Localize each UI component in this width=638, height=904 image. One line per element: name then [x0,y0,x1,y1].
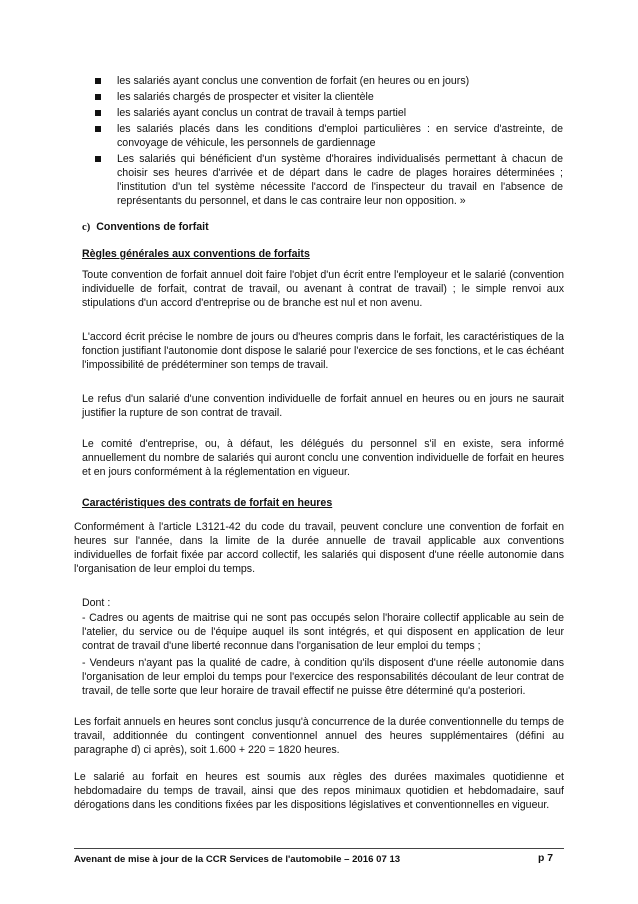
section-title: Conventions de forfait [96,221,209,233]
caracteristiques-paragraph-2: Les forfait annuels en heures sont conclus jusqu'à concurrence de la durée conventionnelle du temps de travail, additionnée du contingent conventionnel annuel des heures supplémentaires (défini au paragraphe d) ci après), soit 1.600 + 220 = 1820 heures. [74,716,564,756]
bullet-text: les salariés placés dans les conditions d'emploi particulières : en service d'astreinte, de convoyage de véhicule, les personnels de gardiennage [117,123,563,149]
list-item [95,74,563,88]
section-heading-c [82,220,209,235]
dont-item-2: - Vendeurs n'ayant pas la qualité de cadre, à condition qu'ils disposent d'une réelle autonomie dans l'organisation de leur emploi du temps pour l'exercice des responsabilités découlant de leur contrat de travail, de telle sorte que leur horaire de travail effectif ne puisse être déterminé qu'a posteriori. [82,657,564,697]
section-index: c) [82,222,91,233]
list-item [95,90,563,104]
regles-paragraph-1: Toute convention de forfait annuel doit faire l'objet d'un écrit entre l'employeur et le salarié (convention individuelle de forfait, contrat de travail, ou avenant à contrat de travail) ; le simple renvoi aux stipulations d'un accord d'entreprise ou de branche est nul et non avenu. [82,269,564,309]
square-bullet-icon [95,94,101,100]
regles-paragraph-4: Le comité d'entreprise, ou, à défaut, les délégués du personnel s'il en existe, sera informé annuellement du nombre de salariés qui auront conclu une convention individuelle de forfait en heures et en jours conformément à la réglementation en vigueur. [82,438,564,478]
bullet-text: les salariés chargés de prospecter et visiter la clientèle [117,91,374,103]
bullet-text: les salariés ayant conclus une convention de forfait (en heures ou en jours) [117,75,470,87]
bullet-text: les salariés ayant conclus un contrat de travail à temps partiel [117,107,407,119]
caracteristiques-heading: Caractéristiques des contrats de forfait en heures [82,497,333,509]
list-item [95,122,563,150]
regles-heading: Règles générales aux conventions de forfaits [82,248,310,260]
footer-title: Avenant de mise à jour de la CCR Services de l'automobile – 2016 07 13 [74,854,401,865]
square-bullet-icon [95,78,101,84]
square-bullet-icon [95,156,101,162]
regles-paragraph-3: Le refus d'un salarié d'une convention individuelle de forfait annuel en heures ou en jours ne saurait justifier la rupture de son contrat de travail. [82,393,564,419]
list-item [95,106,563,120]
page-number: p 7 [538,853,554,864]
dont-item-1: - Cadres ou agents de maitrise qui ne sont pas occupés selon l'horaire collectif applicable au sein de l'atelier, du service ou de l'équipe auquel ils sont intégrés, et qui disposent en application de leur contrat de travail d'une liberté reconnue dans l'organisation de leur emploi du temps ; [82,612,564,652]
regles-paragraph-2: L'accord écrit précise le nombre de jours ou d'heures compris dans le forfait, les caractéristiques de la fonction justifiant l'autonomie dont dispose le salarié pour l'exercice de ses fonctions, et le cas échéant l'impossibilité de prédéterminer son temps de travail. [82,331,564,371]
footer-divider [74,848,564,849]
square-bullet-icon [95,110,101,116]
caracteristiques-paragraph-1: Conformément à l'article L3121-42 du code du travail, peuvent conclure une convention de forfait en heures sur l'année, dans la limite de la durée annuelle de travail applicable aux conventions individuelles de forfait fixée par accord collectif, les salariés qui disposent d'une réelle autonomie dans l'organisation de leur emploi du temps. [74,521,564,575]
bullet-list [95,74,563,210]
bullet-text: Les salariés qui bénéficient d'un système d'horaires individualisés permettant à chacun de choisir ses heures d'arrivée et de départ dans le cadre de plages horaires déterminées ; l'institution d'un tel système nécessite l'accord de l'inspecteur du travail en l'absence de représentants du personnel, et dans le cas contraire leur non opposition. » [117,153,563,207]
list-item [95,152,563,208]
dont-title: Dont : [82,597,111,609]
caracteristiques-paragraph-3: Le salarié au forfait en heures est soumis aux règles des durées maximales quotidienne et hebdomadaire du temps de travail, ainsi que des repos minimaux quotidien et hebdomadaire, sauf dérogations dans les conditions fixées par les dispositions législatives et conventionnelles en vigueur. [74,771,564,811]
square-bullet-icon [95,126,101,132]
